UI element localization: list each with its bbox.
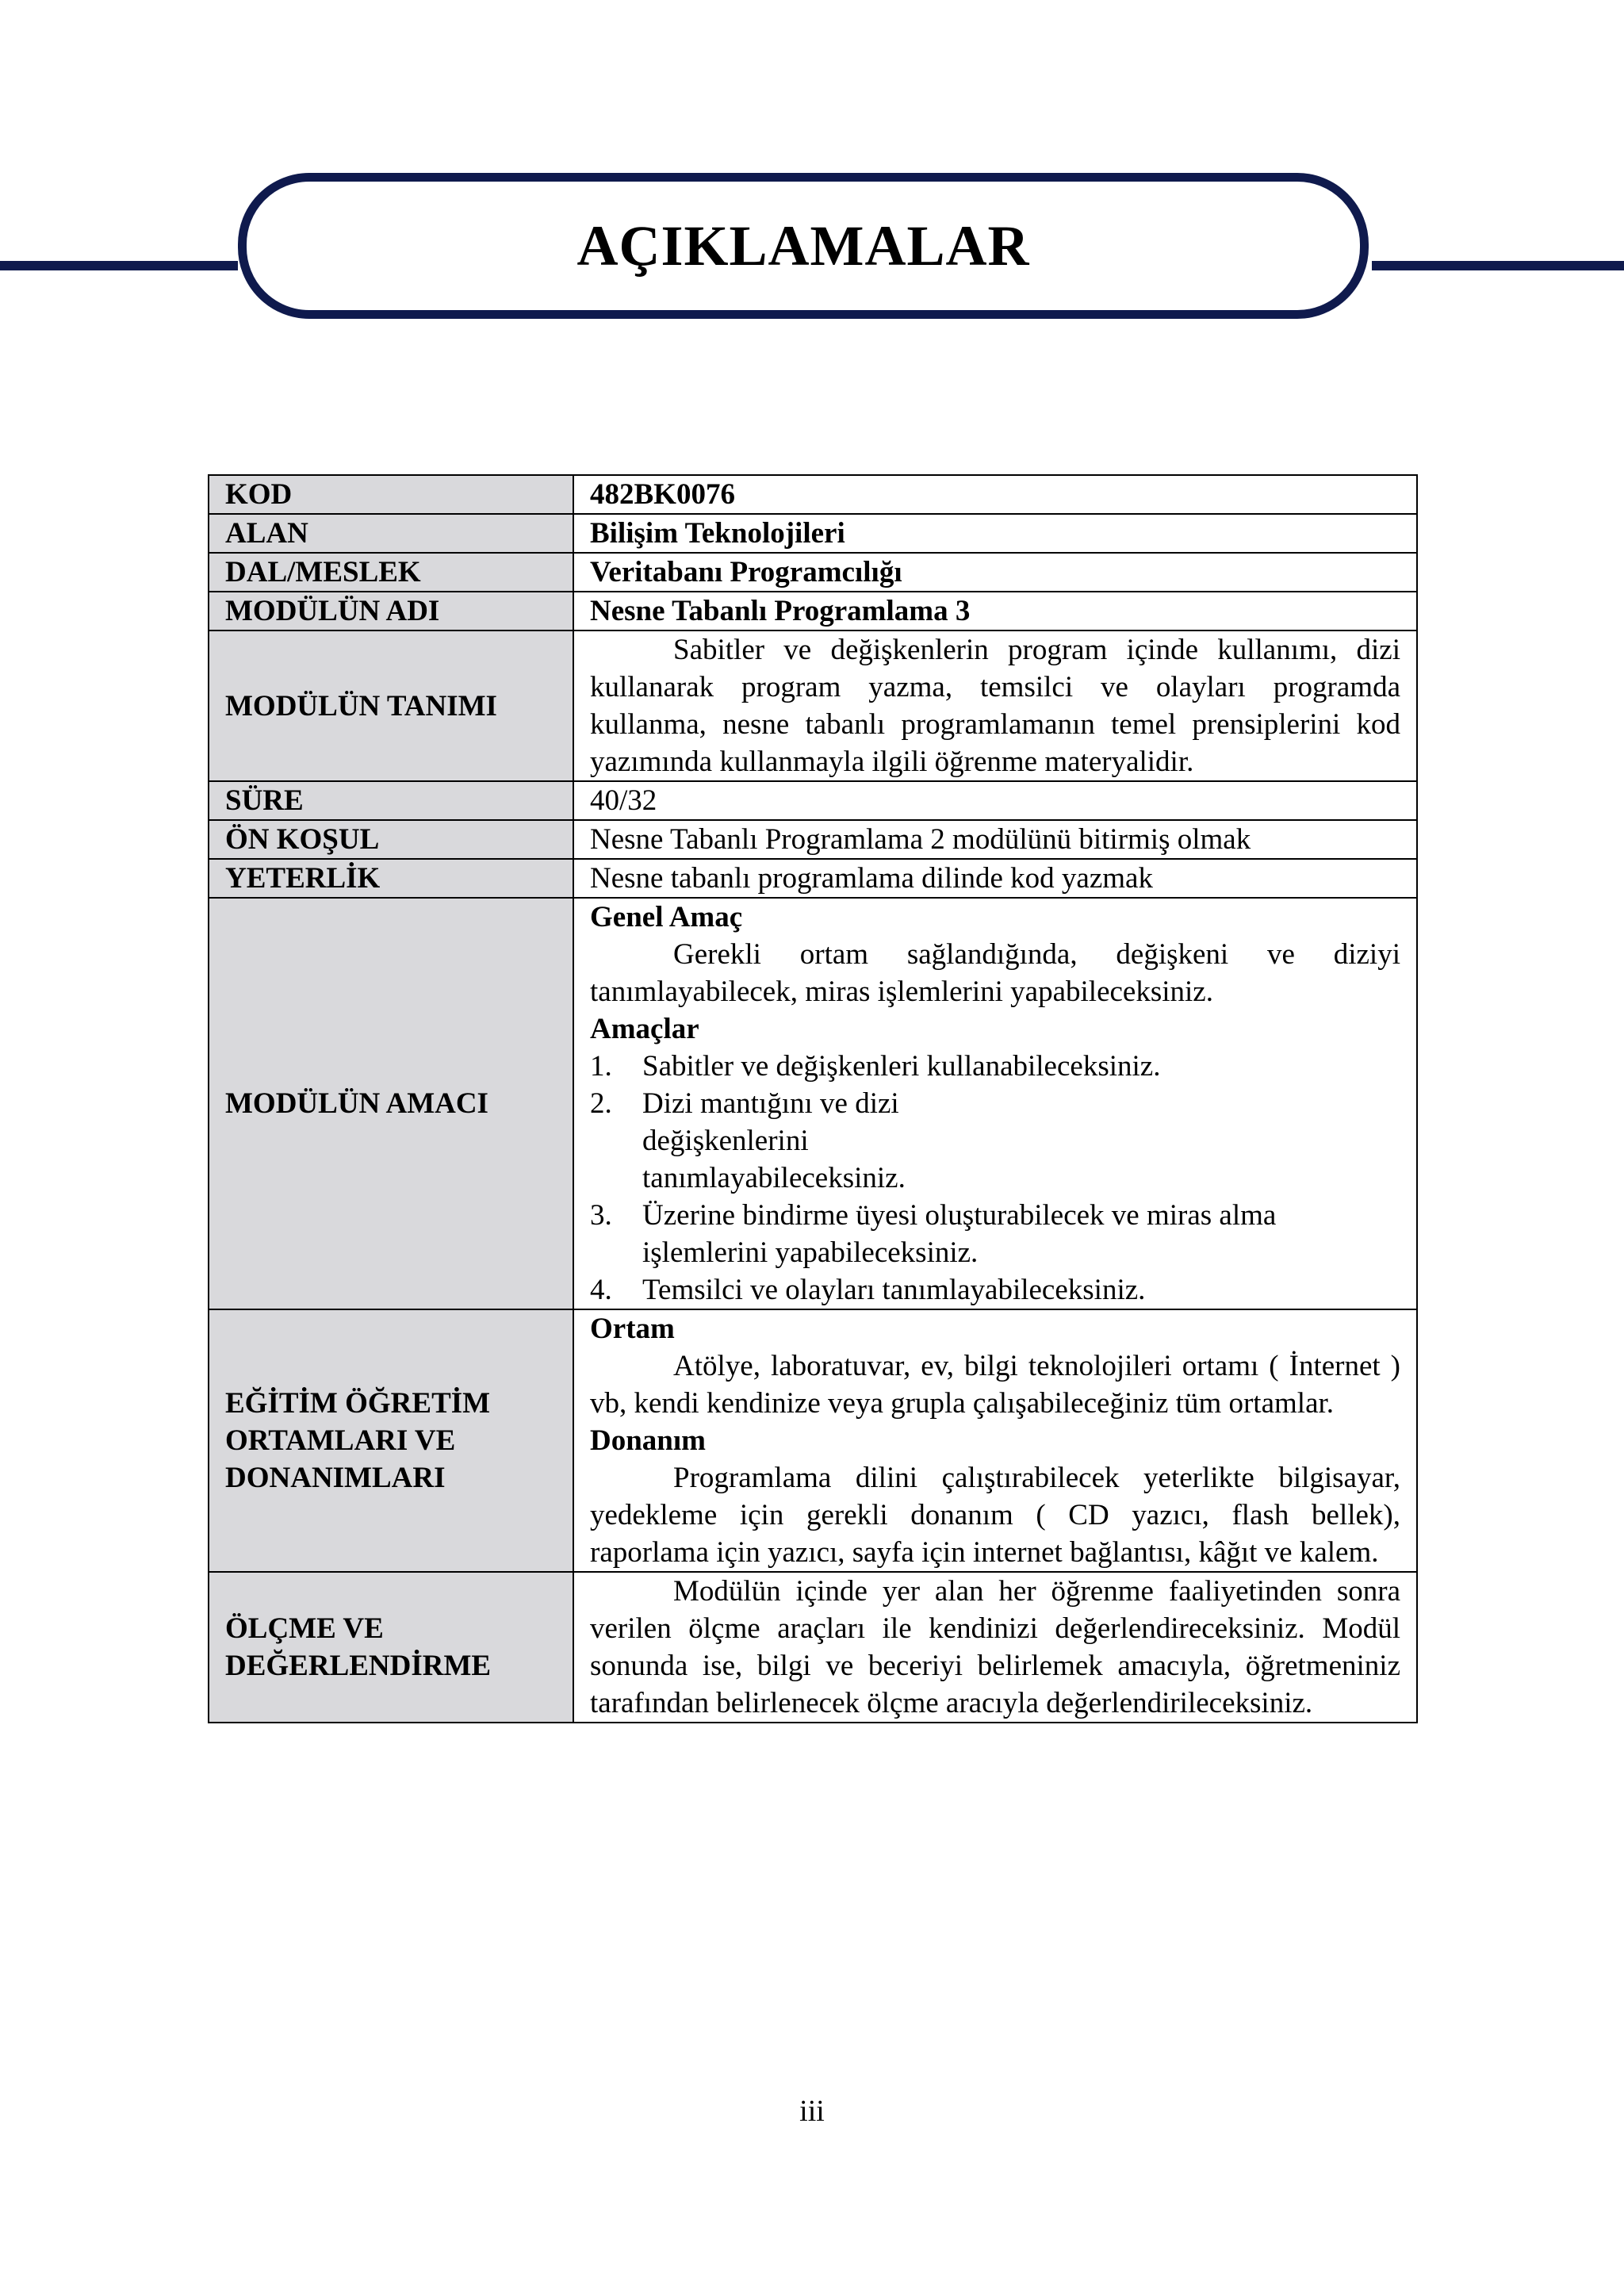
table-row-yeterlik bbox=[209, 859, 1417, 898]
list-item-number: 3. bbox=[590, 1199, 612, 1232]
list-item bbox=[590, 1048, 1400, 1085]
table-row-modul-adi bbox=[209, 592, 1417, 630]
kod-label: KOD bbox=[209, 475, 573, 514]
egitim-label bbox=[209, 1309, 573, 1572]
yeterlik-value: Nesne tabanlı programlama dilinde kod yazmak bbox=[573, 859, 1417, 898]
page-number: iii bbox=[799, 2095, 825, 2128]
genel-amac-heading: Genel Amaç bbox=[590, 901, 743, 933]
list-item-number: 2. bbox=[590, 1087, 612, 1120]
table-row-amac bbox=[209, 898, 1417, 1309]
amac-label: MODÜLÜN AMACI bbox=[209, 898, 573, 1309]
olcme-label-line: ÖLÇME VE bbox=[225, 1612, 384, 1645]
list-item bbox=[590, 1085, 1400, 1197]
donanim-text: Programlama dilini çalıştırabilecek yeterlikte bilgisayar, yedekleme için gerekli donanım ( CD yazıcı, flash bellek), raporlama için yazıcı, sayfa için internet bağlantısı, kâğıt ve kalem. bbox=[590, 1462, 1400, 1569]
header-rule-right bbox=[1372, 261, 1624, 270]
alan-label: ALAN bbox=[209, 514, 573, 553]
dal-label: DAL/MESLEK bbox=[209, 553, 573, 592]
list-item-text: Sabitler ve değişkenleri kullanabileceksiniz. bbox=[642, 1050, 1161, 1083]
yeterlik-label: YETERLİK bbox=[209, 859, 573, 898]
kod-value: 482BK0076 bbox=[573, 475, 1417, 514]
table-row-egitim bbox=[209, 1309, 1417, 1572]
tanim-text: Sabitler ve değişkenlerin program içinde kullanımı, dizi kullanarak program yazma, temsilci ve olayları programda kullanma, nesne tabanlı programlamanın temel prensiplerini kod yazımında kullanmayla ilgili öğrenme materyalidir. bbox=[590, 634, 1400, 778]
list-item-text: Dizi mantığını ve dizi değişkenlerini tanımlayabileceksiniz. bbox=[642, 1087, 906, 1194]
olcme-value bbox=[573, 1572, 1417, 1723]
table-row-dal bbox=[209, 553, 1417, 592]
tanim-label: MODÜLÜN TANIMI bbox=[209, 630, 573, 781]
amaclar-heading: Amaçlar bbox=[590, 1013, 699, 1045]
list-item bbox=[590, 1197, 1400, 1271]
ortam-heading: Ortam bbox=[590, 1313, 675, 1345]
tanim-value bbox=[573, 630, 1417, 781]
table-row-on-kosul bbox=[209, 820, 1417, 859]
modul-adi-label: MODÜLÜN ADI bbox=[209, 592, 573, 630]
egitim-value bbox=[573, 1309, 1417, 1572]
amac-value bbox=[573, 898, 1417, 1309]
modul-adi-value: Nesne Tabanlı Programlama 3 bbox=[573, 592, 1417, 630]
dal-value: Veritabanı Programcılığı bbox=[573, 553, 1417, 592]
header-rule-left bbox=[0, 261, 238, 270]
list-item-number: 1. bbox=[590, 1050, 612, 1083]
list-item-text: Üzerine bindirme üyesi oluşturabilecek ve miras alma işlemlerini yapabileceksiniz. bbox=[642, 1199, 1277, 1269]
table-row-alan bbox=[209, 514, 1417, 553]
on-kosul-value: Nesne Tabanlı Programlama 2 modülünü bitirmiş olmak bbox=[573, 820, 1417, 859]
egitim-label-line: DONANIMLARI bbox=[225, 1462, 446, 1494]
egitim-label-line: EĞİTİM ÖĞRETİM bbox=[225, 1387, 491, 1420]
title-banner bbox=[238, 173, 1369, 319]
olcme-text: Modülün içinde yer alan her öğrenme faaliyetinden sonra verilen ölçme araçları ile kendinizi değerlendireceksiniz. Modül sonunda ise, bilgi ve beceriyi belirlemek amacıyla, öğretmeniniz tarafından belirlenecek ölçme aracıyla değerlendirileceksiniz. bbox=[590, 1575, 1400, 1719]
table-row-olcme bbox=[209, 1572, 1417, 1723]
donanim-heading: Donanım bbox=[590, 1424, 706, 1457]
table-row-sure bbox=[209, 781, 1417, 820]
page-title: AÇIKLAMALAR bbox=[576, 213, 1030, 278]
egitim-label-line: ORTAMLARI VE bbox=[225, 1424, 456, 1457]
genel-amac-text: Gerekli ortam sağlandığında, değişkeni ve diziyi tanımlayabilecek, miras işlemlerini yapabileceksiniz. bbox=[590, 938, 1400, 1008]
ortam-text: Atölye, laboratuvar, ev, bilgi teknolojileri ortamı ( İnternet ) vb, kendi kendinize veya grupla çalışabileceğiniz tüm ortamlar. bbox=[590, 1350, 1400, 1420]
on-kosul-label: ÖN KOŞUL bbox=[209, 820, 573, 859]
sure-value: 40/32 bbox=[573, 781, 1417, 820]
list-item-number: 4. bbox=[590, 1274, 612, 1306]
olcme-label bbox=[209, 1572, 573, 1723]
sure-label: SÜRE bbox=[209, 781, 573, 820]
module-info-table bbox=[208, 474, 1418, 1723]
list-item bbox=[590, 1271, 1400, 1309]
table-row-tanim bbox=[209, 630, 1417, 781]
table-row-kod bbox=[209, 475, 1417, 514]
alan-value: Bilişim Teknolojileri bbox=[573, 514, 1417, 553]
olcme-label-line: DEĞERLENDİRME bbox=[225, 1650, 492, 1682]
list-item-text: Temsilci ve olayları tanımlayabileceksiniz. bbox=[642, 1274, 1146, 1306]
